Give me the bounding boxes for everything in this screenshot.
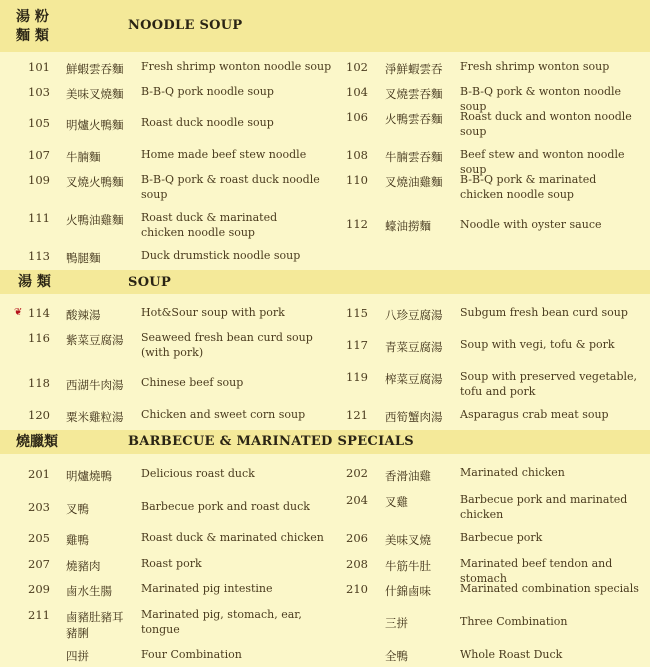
item-en-name: Marinated chicken [460,466,565,479]
item-cn-name: 燒豬肉 [66,559,101,573]
section-header-band [0,0,650,52]
item-en-name: Duck drumstick noodle soup [141,249,301,262]
section-title: BARBECUE & MARINATED SPECIALS [128,434,414,449]
flame-icon: ❦ [14,307,23,318]
section-title: NOODLE SOUP [128,18,243,33]
item-cn-name: 三拼 [385,616,408,630]
item-en-name: Four Combination [141,648,242,661]
item-en-name: Delicious roast duck [141,467,255,480]
item-cn-name: 榨菜豆腐湯 [385,372,443,386]
item-en-name: Asparagus crab meat soup [460,408,609,421]
item-number: 209 [28,582,50,596]
item-number: 204 [346,493,368,507]
item-cn-name: 叉雞 [385,495,408,509]
item-number: 207 [28,557,50,571]
item-number: 208 [346,557,368,571]
item-en-name: B-B-Q pork & roast duck noodle soup [141,173,320,201]
item-en-name: Roast duck & marinated chicken noodle soup [141,211,278,239]
item-en-name: Marinated beef tendon and stomach [460,557,613,585]
item-number: 111 [28,211,50,225]
item-en-name: B-B-Q pork & marinated chicken noodle soup [460,173,597,201]
section-cn-title: 燒臘類 [16,434,58,450]
item-en-name: Hot&Sour soup with pork [141,306,285,319]
item-cn-name: 西筍蟹肉湯 [385,410,443,424]
item-cn-name: 什錦鹵味 [385,584,431,598]
item-number: 203 [28,500,50,514]
item-number: 211 [28,608,50,622]
section-cn-title: 湯 粉 麵 類 [16,9,49,44]
item-cn-name: 鹵水生腸 [66,584,112,598]
item-number: 115 [346,306,368,320]
item-cn-name: 雞鴨 [66,533,89,547]
item-number: 116 [28,331,50,345]
item-en-name: Home made beef stew noodle [141,148,307,161]
item-number: 206 [346,531,368,545]
item-en-name: Fresh shrimp wonton soup [460,60,610,73]
item-cn-name: 淨鮮蝦雲吞 [385,62,443,76]
item-cn-name: 鴨腿麵 [66,251,101,265]
item-cn-name: 香滑油雞 [385,469,431,483]
item-cn-name: 美味叉燒麵 [66,87,124,101]
item-number: 103 [28,85,50,99]
item-cn-name: 叉鴨 [66,502,89,516]
item-cn-name: 蠔油撈麵 [385,219,431,233]
item-cn-name: 西湖牛肉湯 [66,378,124,392]
item-number: 121 [346,408,368,422]
section-title: SOUP [128,275,172,290]
item-number: 201 [28,467,50,481]
item-number: 113 [28,249,50,263]
item-cn-name: 牛筋牛肚 [385,559,431,573]
item-en-name: Noodle with oyster sauce [460,218,602,231]
item-cn-name: 叉燒火鴨麵 [66,175,124,189]
item-number: 117 [346,338,368,352]
item-number: 102 [346,60,368,74]
item-number: 120 [28,408,50,422]
item-cn-name: 青菜豆腐湯 [385,340,443,354]
item-en-name: Roast duck and wonton noodle soup [460,110,632,138]
item-cn-name: 明爐火鴨麵 [66,118,124,132]
item-cn-name: 四拼 [66,649,89,663]
item-en-name: Fresh shrimp wonton noodle soup [141,60,332,73]
item-en-name: Marinated pig, stomach, ear, tongue [141,608,302,636]
item-number: 114 [28,306,50,320]
item-number: 109 [28,173,50,187]
item-cn-name: 酸辣湯 [66,308,101,322]
item-en-name: Barbecue pork and roast duck [141,500,310,513]
item-en-name: Beef stew and wonton noodle soup [460,148,625,176]
item-en-name: Three Combination [460,615,568,628]
item-en-name: Barbecue pork [460,531,543,544]
section-header-band [0,270,650,294]
item-number: 107 [28,148,50,162]
item-cn-name: 明爐燒鴨 [66,469,112,483]
item-en-name: Whole Roast Duck [460,648,563,661]
item-number: 104 [346,85,368,99]
item-cn-name: 叉燒油雞麵 [385,175,443,189]
item-cn-name: 牛腩雲吞麵 [385,150,443,164]
item-cn-name: 叉燒雲吞麵 [385,87,443,101]
item-number: 110 [346,173,368,187]
item-en-name: Roast pork [141,557,202,570]
item-number: 108 [346,148,368,162]
item-en-name: B-B-Q pork & wonton noodle soup [460,85,622,113]
item-en-name: Barbecue pork and marinated chicken [460,493,628,521]
item-en-name: Chicken and sweet corn soup [141,408,306,421]
item-cn-name: 火鴨油雞麵 [66,213,124,227]
item-cn-name: 八珍豆腐湯 [385,308,443,322]
item-cn-name: 美味叉燒 [385,533,431,547]
item-cn-name: 鮮蝦雲吞麵 [66,62,124,76]
item-number: 101 [28,60,50,74]
item-number: 210 [346,582,368,596]
item-number: 105 [28,116,50,130]
item-cn-name: 牛腩麵 [66,150,101,164]
item-number: 119 [346,370,368,384]
item-en-name: Roast duck & marinated chicken [141,531,324,544]
item-en-name: Seaweed fresh bean curd soup (with pork) [141,331,313,359]
item-cn-name: 火鴨雲吞麵 [385,112,443,126]
item-en-name: Marinated combination specials [460,582,639,595]
item-en-name: Subgum fresh bean curd soup [460,306,628,319]
item-cn-name: 全鴨 [385,649,408,663]
item-en-name: Soup with vegi, tofu & pork [460,338,615,351]
item-number: 202 [346,466,368,480]
item-en-name: Chinese beef soup [141,376,244,389]
item-en-name: Marinated pig intestine [141,582,273,595]
item-number: 205 [28,531,50,545]
item-en-name: Soup with preserved vegetable, tofu and pork [460,370,638,398]
item-number: 118 [28,376,50,390]
item-number: 106 [346,110,368,124]
item-cn-name: 鹵豬肚豬耳豬脷 [66,610,124,640]
item-cn-name: 紫菜豆腐湯 [66,333,124,347]
item-cn-name: 粟米雞粒湯 [66,410,124,424]
item-en-name: B-B-Q pork noodle soup [141,85,274,98]
item-en-name: Roast duck noodle soup [141,116,274,129]
section-cn-title: 湯 類 [18,274,51,290]
item-number: 112 [346,217,368,231]
